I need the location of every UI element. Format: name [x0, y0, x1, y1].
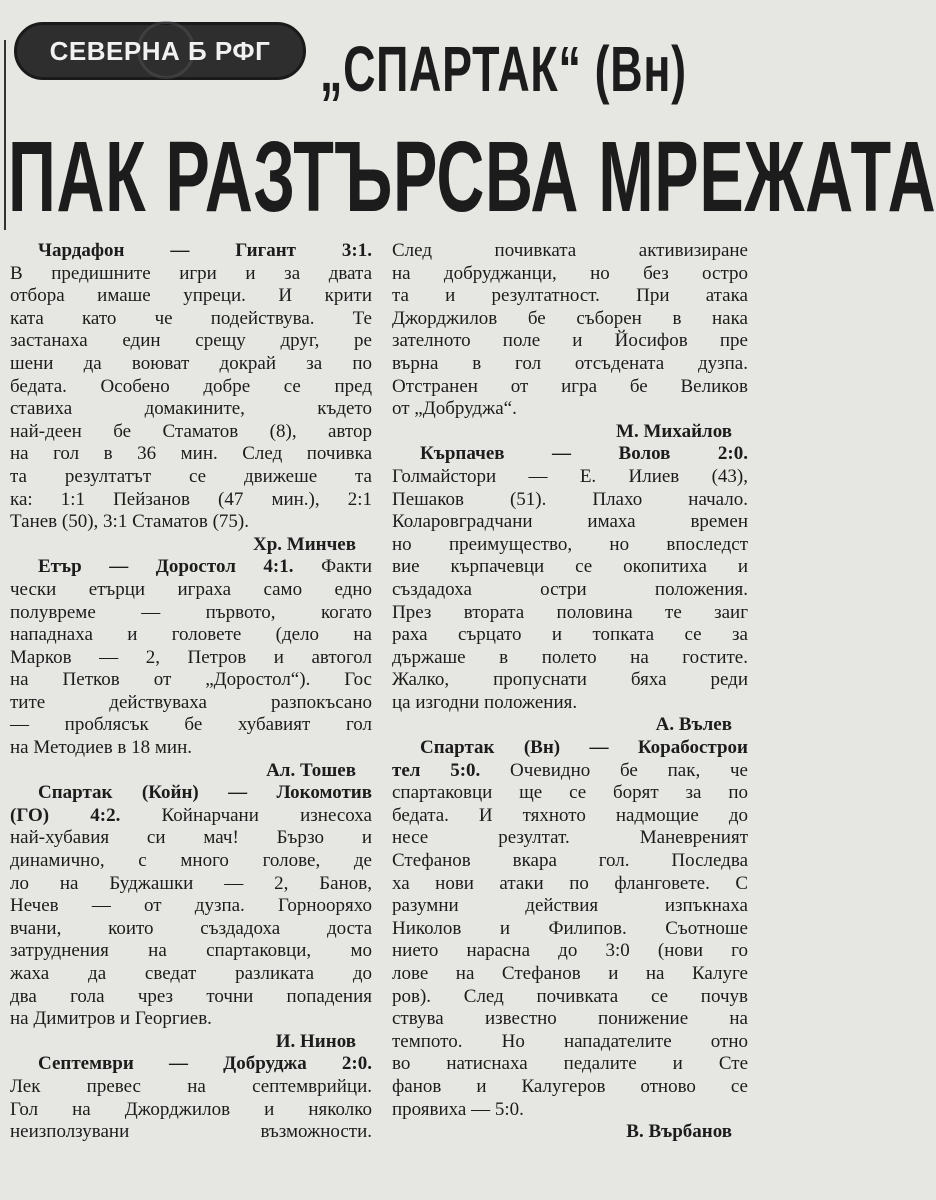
text-line: полувреме — първото, когато [10, 601, 372, 623]
text-line: раха сърцато и топката се за [392, 624, 748, 646]
text-line: (ГО) 4:2. Койнарчани изнесоха [10, 804, 372, 826]
text-line: шени да воюват докрай за по [10, 352, 372, 374]
text-line: Спартак (Вн) — Корабострои [420, 737, 748, 759]
text-line: тел 5:0. Очевидно бе пак, че [392, 759, 748, 781]
text-line: Жалко, пропуснати бяха реди [392, 669, 748, 691]
text-line: спартаковци ще се борят за по [392, 782, 748, 804]
headline-main: ПАК РАЗТЪРСВА МРЕЖАТА [8, 121, 936, 233]
text-line: Лек превес на септемврийци. [10, 1075, 372, 1097]
text-line: бедата. Особено добре се пред [10, 375, 372, 397]
text-line: отбора имаше упреци. И крити [10, 285, 372, 307]
text-line: неизползувани възможности. [10, 1121, 372, 1143]
text-line: Отстранен от игра бе Великов [392, 375, 748, 397]
text-line: та и резултатност. При атака [392, 285, 748, 307]
byline: Ал. Тошев [266, 759, 356, 781]
text-line: от „Добруджа“. [392, 398, 517, 420]
text-line: зателното поле и Йосифов пре [392, 330, 748, 352]
text-line: ха нови атаки по фланговете. С [392, 872, 748, 894]
text-line: чески етърци играха само едно [10, 578, 372, 600]
text-line: ров). След почивката се почув [392, 985, 748, 1007]
text-line: Николов и Филипов. Съотноше [392, 917, 748, 939]
article-column-left [10, 240, 372, 1144]
text-line: — проблясък бе хубавият гол [10, 714, 372, 736]
text-line: два гола чрез точни попадения [10, 985, 372, 1007]
byline: В. Върбанов [626, 1121, 732, 1143]
text-line: Етър — Доростол 4:1. Факти [38, 556, 372, 578]
text-line: та резултатът се движеше та [10, 465, 372, 487]
text-line: Марков — 2, Петров и автогол [10, 646, 372, 668]
text-line: тите действуваха разпокъсано [10, 691, 372, 713]
text-line: След почивката активизиране [392, 240, 748, 261]
section-badge [14, 22, 306, 80]
text-line: вие кърпачевци се окопитиха и [392, 556, 748, 578]
text-line: ставиха домакините, където [10, 398, 372, 420]
text-line: Чардафон — Гигант 3:1. [38, 240, 372, 261]
text-line: застанаха един срещу друг, ре [10, 330, 372, 352]
text-line: динамично, с много голове, де [10, 850, 372, 872]
text-line: проявиха — 5:0. [392, 1098, 524, 1120]
text-line: Голмайстори — Е. Илиев (43), [392, 465, 748, 487]
text-line: най-хубавия си мач! Бързо и [10, 827, 372, 849]
text-line: несе резултат. Маневреният [392, 827, 748, 849]
section-badge-label: СЕВЕРНА Б РФГ [49, 35, 271, 66]
headline-team: „СПАРТАК“ (Вн) [320, 33, 687, 105]
text-line: ката като че подействува. Те [10, 307, 372, 329]
text-line: бедата. И тяхното надмощие до [392, 804, 748, 826]
text-line: но преимущество, но впоследст [392, 533, 748, 555]
text-line: създадоха остри положения. [392, 578, 748, 600]
text-line: вчани, които създадоха доста [10, 917, 372, 939]
text-line: жаха да сведат разликата до [10, 963, 372, 984]
text-line: ло на Буджашки — 2, Банов, [10, 872, 372, 894]
left-margin-rule [4, 40, 6, 230]
text-line: ца изгодни положения. [392, 691, 578, 713]
text-line: на гол в 36 мин. След почивка [10, 443, 372, 465]
text-line: Джорджилов бе съборен в нака [392, 307, 748, 329]
text-line: нападнаха и головете (дело на [10, 624, 372, 646]
text-line: разумни действия изпъкнаха [392, 895, 748, 917]
text-line: държаше в полето на гостите. [392, 646, 748, 668]
byline: М. Михайлов [616, 420, 732, 442]
text-line: лове на Стефанов и на Калуге [392, 963, 748, 984]
text-line: върна в гол отсъдената дузпа. [392, 352, 748, 374]
text-line: ка: 1:1 Пейзанов (47 мин.), 2:1 [10, 488, 372, 510]
text-line: Спартак (Койн) — Локомотив [38, 782, 372, 804]
text-line: Пешаков (51). Плахо начало. [392, 488, 748, 510]
text-line: нието нарасна до 3:0 (нови го [392, 940, 748, 962]
text-line: През втората половина те заиг [392, 601, 748, 623]
text-line: темпото. Но нападателите отно [392, 1030, 748, 1052]
byline: И. Нинов [275, 1030, 356, 1052]
text-line: затруднения на спартаковци, мо [10, 940, 372, 962]
byline: Хр. Минчев [252, 533, 356, 555]
text-line: В предишните игри и за двата [10, 262, 372, 284]
text-line: Кърпачев — Волов 2:0. [420, 443, 748, 465]
text-line: на Петков от „Доростол“). Гос [10, 669, 372, 691]
text-line: Коларовградчани имаха времен [392, 511, 748, 533]
text-line: Нечев — от дузпа. Горнооряхо [10, 895, 372, 917]
byline: А. Вълев [655, 714, 732, 736]
text-line: на добруджанци, но без остро [392, 262, 748, 284]
text-line: Стефанов вкара гол. Последва [392, 850, 748, 872]
text-line: Танев (50), 3:1 Стаматов (75). [10, 511, 249, 533]
article-column-right [392, 240, 748, 1144]
text-line: фанов и Калугеров отново се [392, 1075, 748, 1097]
text-line: ствува известно понижение на [392, 1008, 748, 1030]
text-line: на Методиев в 18 мин. [10, 737, 193, 759]
text-line: Гол на Джорджилов и няколко [10, 1098, 372, 1120]
text-line: во натиснаха педалите и Сте [392, 1053, 748, 1075]
text-line: най-деен бе Стаматов (8), автор [10, 420, 372, 442]
text-line: на Димитров и Георгиев. [10, 1008, 212, 1030]
text-line: Септември — Добруджа 2:0. [38, 1053, 372, 1075]
